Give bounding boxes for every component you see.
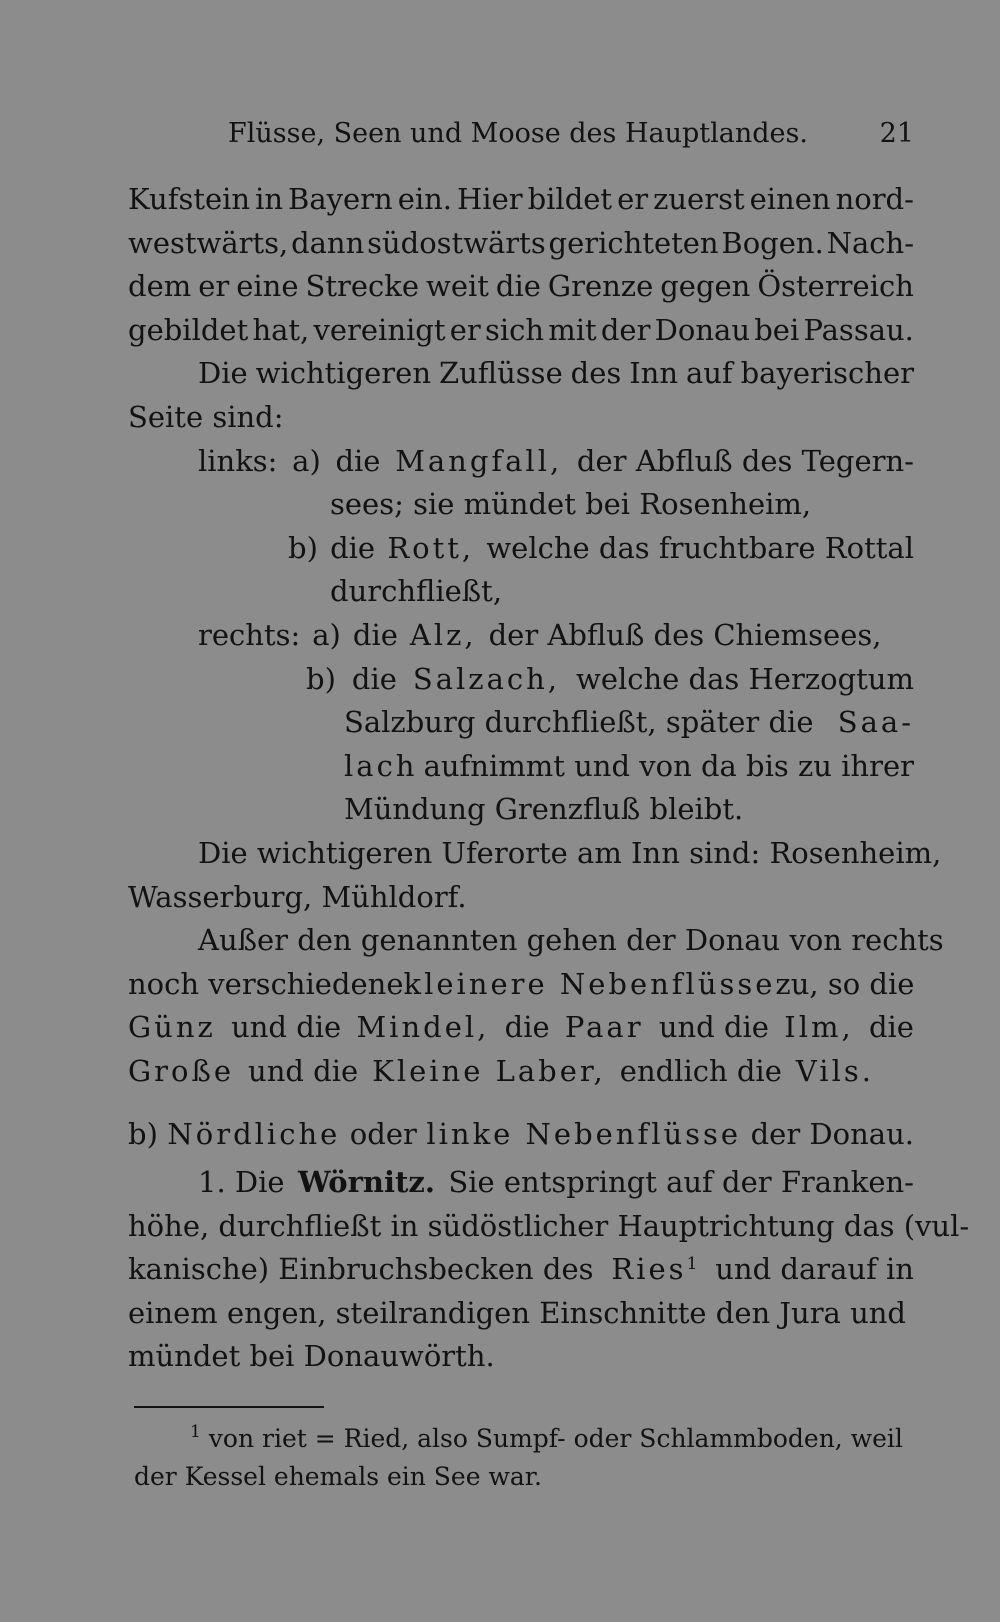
word: einen [749, 182, 831, 216]
river-name: Wörnitz. [298, 1165, 435, 1200]
footnote-text: von riet = Ried, also Sumpf- oder Schlammboden, weil [208, 1424, 903, 1453]
word: er [617, 182, 649, 216]
text-line: Wasserburg, Mühldorf. [128, 879, 467, 914]
section-heading [128, 1113, 914, 1157]
word: dann [291, 225, 365, 260]
text-fragment: zu, so die [775, 966, 915, 1001]
text-line [128, 309, 914, 353]
river-name: Kleine Laber, [372, 1053, 606, 1088]
word: südostwärts [367, 225, 546, 260]
word: Bayern [288, 182, 393, 216]
word: dem [128, 269, 192, 304]
list-label: rechts: [198, 617, 301, 652]
river-name: Günz [128, 1010, 216, 1045]
list-item [128, 658, 914, 702]
word: bayerischer [740, 356, 914, 391]
word: sich [484, 312, 545, 347]
word: Österreich [757, 269, 914, 304]
footnote-line [134, 1420, 920, 1458]
text-line [128, 745, 914, 789]
running-header [228, 118, 914, 149]
text-fragment: Salzburg durchfließt, später die [344, 705, 814, 740]
text-fragment: der Abfluß des Tegern- [576, 443, 914, 478]
river-name: Rott, [387, 530, 475, 565]
text-line [128, 352, 914, 396]
word: in [255, 182, 284, 216]
word: Donau [654, 312, 751, 347]
text-line: mündet bei Donauwörth. [128, 1339, 495, 1374]
word: gebildet [128, 312, 249, 347]
text-line [128, 178, 914, 222]
word: des [570, 356, 622, 391]
text-fragment: und die [231, 1010, 342, 1045]
word: Kufstein [128, 182, 251, 216]
text-fragment: Sie entspringt auf der Franken- [448, 1165, 914, 1200]
text-fragment: die [335, 443, 381, 478]
section-letter: b) [128, 1117, 158, 1152]
text-line [128, 1161, 914, 1205]
word: weit [426, 269, 489, 304]
word: eine [236, 269, 299, 304]
text-fragment: oder [349, 1117, 417, 1152]
river-name: Große [128, 1053, 235, 1088]
river-name: Saa- [837, 705, 914, 740]
text-fragment: und die [658, 1010, 769, 1045]
text-fragment: endlich die [619, 1053, 782, 1088]
word: Passau. [803, 312, 914, 347]
text-fragment: der Donau. [750, 1117, 914, 1152]
text-fragment: die [330, 530, 376, 565]
text-fragment: und die [248, 1053, 359, 1088]
word: westwärts, [128, 225, 289, 260]
text-fragment: die [351, 661, 397, 696]
word: bei [754, 312, 800, 347]
text-line: Außer den genannten gehen der Donau von rechts [198, 923, 944, 958]
text-fragment: aufnimmt und von da bis zu ihrer [423, 748, 914, 783]
list-letter: a) [312, 617, 341, 652]
word: ein. [397, 182, 453, 216]
text-line [128, 963, 914, 1007]
river-name: lach [344, 748, 418, 783]
list-item [128, 440, 914, 484]
emphasis: linke Nebenflüsse [426, 1117, 742, 1152]
river-name: Alz, [409, 617, 477, 652]
text-line: einem engen, steilrandigen Einschnitte den Jura und [128, 1295, 906, 1330]
river-name: Vils. [795, 1053, 874, 1088]
text-fragment: kanische) Einbruchsbecken des [128, 1252, 594, 1287]
text-fragment: die [868, 1010, 914, 1045]
word: Zuflüsse [438, 356, 563, 391]
page-number: 21 [879, 118, 914, 149]
text-line [128, 1050, 914, 1094]
word: nord- [835, 182, 914, 216]
text-line [128, 1248, 914, 1292]
running-title: Flüsse, Seen und Moose des Hauptlandes. [228, 118, 808, 149]
text-line: durchfließt, [330, 574, 503, 609]
footnote-divider [134, 1406, 324, 1408]
river-name: Mangfall, [395, 443, 563, 478]
footnote-marker: 1 [190, 1422, 201, 1442]
word: mit [548, 312, 597, 347]
word: gerichteten [548, 225, 719, 260]
word: Nach- [826, 225, 914, 260]
footnote-line: der Kessel ehemals ein See war. [134, 1462, 542, 1491]
word: Grenze [547, 269, 654, 304]
word: er [449, 312, 481, 347]
text-line [128, 265, 914, 309]
word: gegen [660, 269, 751, 304]
word: Strecke [305, 269, 420, 304]
word: Die [198, 356, 248, 391]
word: die [495, 269, 541, 304]
word: der [600, 312, 651, 347]
emphasis: Nördliche [167, 1117, 341, 1152]
footnote-ref: 1 [686, 1254, 698, 1275]
word: wichtigeren [255, 356, 432, 391]
text-line [128, 222, 914, 266]
text-fragment: welche das Herzogtum [576, 661, 914, 696]
text-line: Die wichtigeren Uferorte am Inn sind: Rosenheim, [198, 835, 942, 870]
word: auf [685, 356, 733, 391]
text-fragment: und darauf in [715, 1252, 914, 1287]
word: zuerst [653, 182, 745, 216]
text-fragment: die [504, 1010, 550, 1045]
word: hat, [252, 312, 310, 347]
place-name: Ries [611, 1252, 687, 1287]
text-line: Mündung Grenzfluß bleibt. [344, 792, 744, 827]
word: Bogen. [721, 225, 824, 260]
river-name: Mindel, [356, 1010, 490, 1045]
text-line [128, 701, 914, 745]
main-text [128, 178, 970, 1379]
text-line: sees; sie mündet bei Rosenheim, [330, 487, 812, 522]
word: Inn [629, 356, 679, 391]
list-item [128, 614, 882, 658]
word: Hier [457, 182, 523, 216]
river-name: Paar [564, 1010, 644, 1045]
emphasis: kleinere Nebenflüsse [403, 966, 776, 1001]
word: bildet [527, 182, 613, 216]
text-fragment: die [352, 617, 398, 652]
text-fragment: noch verschiedene [128, 966, 404, 1001]
list-item [128, 527, 914, 571]
list-letter: a) [292, 443, 321, 478]
list-letter: b) [306, 661, 336, 696]
item-number: 1. Die [198, 1165, 285, 1200]
text-fragment: welche das fruchtbare Rottal [486, 530, 914, 565]
list-letter: b) [288, 530, 318, 565]
footnote [134, 1420, 920, 1496]
text-line: Seite sind: [128, 399, 284, 434]
river-name: Ilm, [784, 1010, 854, 1045]
text-fragment: der Abfluß des Chiemsees, [488, 617, 882, 652]
list-label: links: [198, 443, 278, 478]
text-line [128, 1006, 914, 1050]
word: er [198, 269, 230, 304]
text-line: höhe, durchfließt in südöstlicher Hauptrichtung das (vul- [128, 1208, 970, 1243]
text-fragment [611, 1248, 697, 1292]
river-name: Salzach, [412, 661, 561, 696]
word: vereinigt [313, 312, 446, 347]
